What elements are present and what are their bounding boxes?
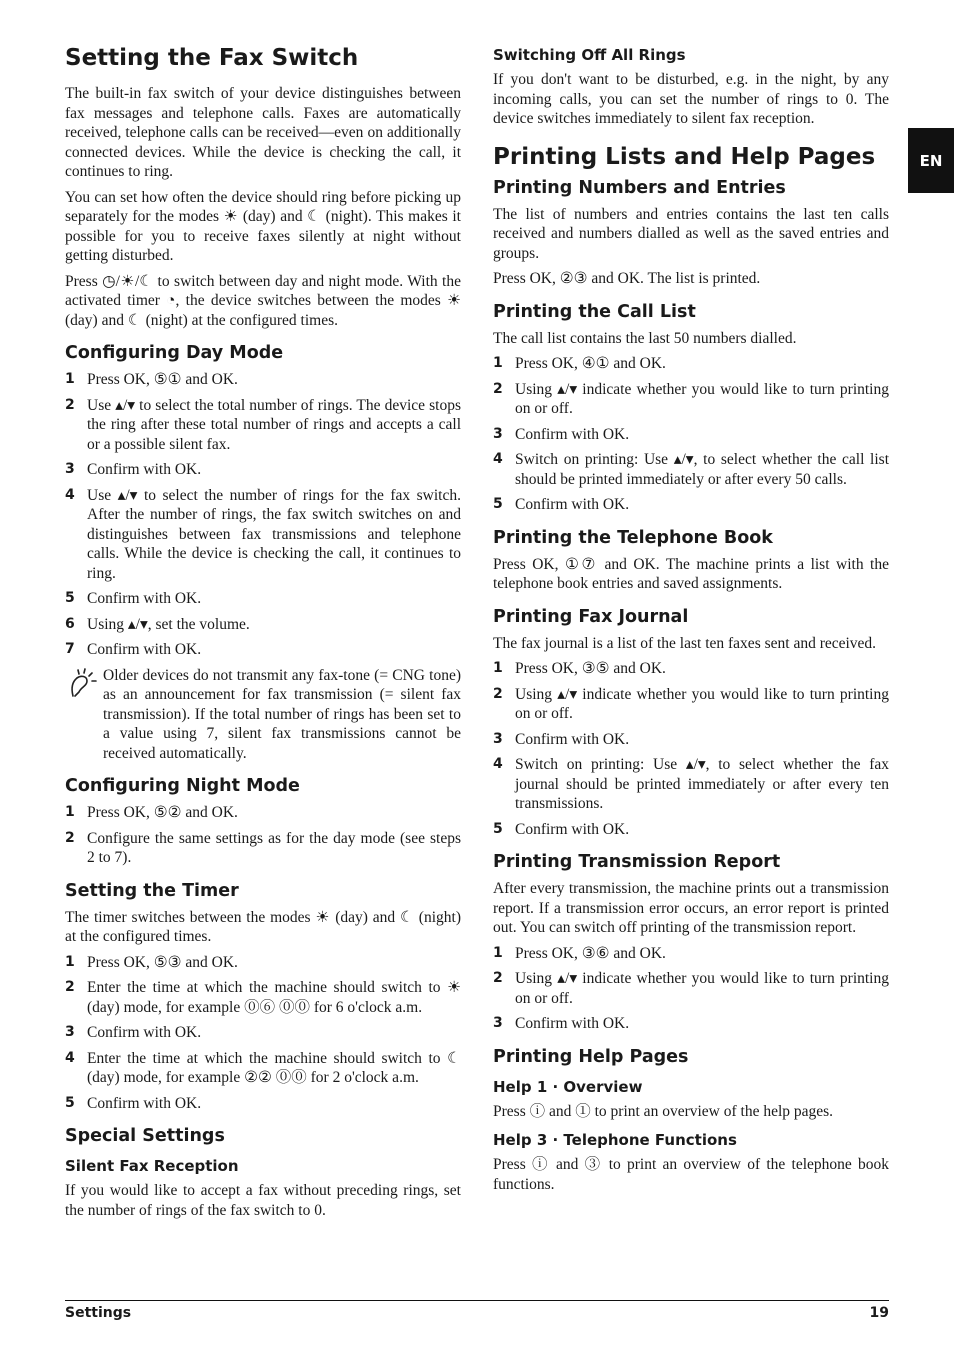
silent-fax-heading: Silent Fax Reception: [65, 1157, 239, 1175]
night-mode-heading: Configuring Night Mode: [65, 776, 300, 796]
call-list-step: [493, 380, 889, 419]
day-mode-step: [65, 615, 461, 635]
report-heading: Printing Transmission Report: [493, 852, 781, 872]
step-number: 3: [65, 1024, 75, 1040]
fax-journal-step: [493, 755, 889, 814]
step-text: Confirm with OK.: [87, 1024, 202, 1041]
report-step: [493, 1014, 889, 1034]
step-number: 6: [65, 615, 75, 632]
step-number: 3: [493, 1015, 503, 1031]
call-list-step: [493, 425, 889, 445]
phone-book-heading: Printing the Telephone Book: [493, 527, 773, 548]
call-list-step: [493, 354, 889, 374]
step-text: Enter the time at which the machine should switch to ☀ (day) mode, for example ⓪⑥ ⓪⓪ for 6 o'clock a.m.: [87, 979, 461, 1016]
step-number: 5: [65, 590, 75, 606]
right-column: [493, 40, 889, 1200]
report-step: [493, 969, 889, 1008]
step-number: 1: [493, 944, 503, 961]
lightbulb-icon: [65, 666, 103, 764]
step-text: Enter the time at which the machine should switch to ☾ (day) mode, for example ②② ⓪⓪ for 2 o'clock a.m.: [87, 1049, 461, 1086]
step-text: Press OK, ③⑤ and OK.: [515, 660, 666, 677]
step-text: Confirm with OK.: [87, 641, 202, 658]
footer-rule: [65, 1300, 889, 1301]
fax-journal-step: [493, 730, 889, 750]
step-text: Confirm with OK.: [515, 425, 630, 443]
step-number: 2: [493, 380, 503, 397]
step-text: Using ▴/▾ indicate whether you would like to turn printing on or off.: [515, 380, 889, 417]
numbers-intro: The list of numbers and entries contains the last ten calls received and numbers dialled as well as the saved entries and groups.: [493, 205, 889, 262]
day-mode-step: [65, 460, 461, 480]
day-mode-step: [65, 640, 461, 660]
step-text: Press OK, ⑤② and OK.: [87, 804, 238, 821]
call-list-step: [493, 495, 889, 515]
timer-step: [65, 953, 461, 973]
rings-off-heading: Switching Off All Rings: [493, 46, 686, 64]
timer-step: [65, 978, 461, 1017]
report-step: [493, 944, 889, 964]
day-mode-step: [65, 589, 461, 609]
language-tab: EN: [908, 128, 954, 193]
fax-journal-step: [493, 820, 889, 840]
fax-switch-rings: You can set how often the device should ring before picking up separately for the modes ☀ (day) and ☾ (night). This makes it possible for you to receive faxes silently at night without getting disturbed.: [65, 188, 461, 264]
report-intro: After every transmission, the machine prints out a transmission report. If a transmission error occurs, an error report is printed out. You can switch off printing of the transmission report.: [493, 880, 889, 936]
step-text: Confirm with OK.: [87, 1094, 202, 1112]
step-text: Press OK, ⑤① and OK.: [87, 371, 238, 388]
special-settings-heading: Special Settings: [65, 1126, 225, 1146]
step-number: 3: [65, 461, 75, 477]
timer-step: [65, 1049, 461, 1088]
step-number: 2: [493, 685, 503, 702]
step-number: 4: [493, 756, 503, 772]
step-number: 2: [65, 979, 75, 995]
timer-step: [65, 1094, 461, 1114]
step-number: 1: [65, 371, 75, 387]
step-text: Press OK, ④① and OK.: [515, 355, 666, 372]
step-number: 4: [493, 451, 503, 467]
help-pages-heading: Printing Help Pages: [493, 1046, 689, 1067]
day-mode-step: [65, 486, 461, 584]
step-number: 3: [493, 425, 503, 442]
step-text: Using ▴/▾, set the volume.: [87, 615, 250, 633]
timer-step: [65, 1023, 461, 1043]
fax-switch-mode-toggle: Press ◷/☀/☾ to switch between day and night mode. With the activated timer ◔, the device switches between the modes ☀ (day) and ☾ (night) at the configured times.: [65, 272, 461, 329]
silent-fax-text: If you would like to accept a fax without preceding rings, set the number of rings of the fax switch to 0.: [65, 1182, 461, 1219]
step-text: Configure the same settings as for the day mode (see steps 2 to 7).: [87, 829, 461, 866]
step-number: 4: [65, 1049, 75, 1066]
step-number: 1: [65, 953, 75, 970]
phone-book-text: Press OK, ①⑦ and OK. The machine prints a list with the telephone book entries and saved assignments.: [493, 555, 889, 592]
step-text: Use ▴/▾ to select the total number of rings. The device stops the ring after these total number of rings and accepts a call or a possible silent fax.: [87, 396, 461, 453]
call-list-step: [493, 450, 889, 489]
step-number: 1: [65, 804, 75, 820]
fax-journal-heading: Printing Fax Journal: [493, 606, 689, 627]
call-list-heading: Printing the Call List: [493, 301, 696, 322]
numbers-heading: Printing Numbers and Entries: [493, 177, 786, 198]
night-mode-step: [65, 829, 461, 868]
step-number: 2: [65, 396, 75, 413]
help-1-heading: Help 1 · Overview: [493, 1077, 643, 1096]
help-1-text: Press ⓘ and ① to print an overview of the help pages.: [493, 1102, 834, 1120]
fax-journal-step: [493, 685, 889, 724]
day-mode-step: [65, 370, 461, 390]
step-number: 5: [493, 496, 503, 512]
step-text: Confirm with OK.: [515, 730, 630, 748]
step-text: Switch on printing: Use ▴/▾, to select whether the fax journal should be printed immediately or after every ten transmissions.: [515, 756, 889, 812]
step-text: Switch on printing: Use ▴/▾, to select whether the call list should be printed immediately or after every 50 calls.: [515, 451, 889, 488]
step-text: Press OK, ⑤③ and OK.: [87, 953, 238, 971]
fax-switch-heading: Setting the Fax Switch: [65, 45, 359, 71]
day-mode-step: [65, 396, 461, 455]
step-text: Use ▴/▾ to select the number of rings for the fax switch. After the number of rings, the fax switch switches on and distinguishes between fax transmissions and telephone calls. While the device is checking the call, it continues to ring.: [87, 486, 461, 582]
fax-switch-intro: The built-in fax switch of your device distinguishes between fax messages and telephone calls. Faxes are automatically received, telephone calls can be received—even on additionally connected devices. While the device is checking the call, it continues to ring.: [65, 85, 461, 180]
left-column: [65, 40, 461, 1226]
step-number: 7: [65, 641, 75, 657]
rings-off-text: If you don't want to be disturbed, e.g. in the night, by any incoming calls, you can set the number of rings to 0. The device switches immediately to silent fax reception.: [493, 71, 889, 127]
step-text: Using ▴/▾ indicate whether you would like to turn printing on or off.: [515, 685, 889, 722]
fax-journal-intro: The fax journal is a list of the last ten faxes sent and received.: [493, 634, 877, 652]
page-number: 19: [869, 1305, 889, 1321]
call-list-intro: The call list contains the last 50 numbers dialled.: [493, 329, 797, 347]
step-number: 2: [65, 829, 75, 846]
timer-intro: The timer switches between the modes ☀ (day) and ☾ (night) at the configured times.: [65, 908, 461, 945]
step-number: 4: [65, 486, 75, 503]
step-text: Press OK, ③⑥ and OK.: [515, 944, 666, 962]
help-3-heading: Help 3 · Telephone Functions: [493, 1131, 737, 1149]
step-text: Confirm with OK.: [87, 461, 202, 478]
step-number: 1: [493, 355, 503, 371]
step-text: Using ▴/▾ indicate whether you would like to turn printing on or off.: [515, 970, 889, 1007]
step-number: 3: [493, 730, 503, 747]
step-number: 5: [493, 820, 503, 837]
step-text: Confirm with OK.: [515, 820, 630, 838]
tip-note-text: Older devices do not transmit any fax-tone (= CNG tone) as an announcement for fax transmission (= silent fax transmission). If the total number of rings has been set to a value using 7, silent fax transmissions cannot be received automatically.: [103, 666, 461, 762]
step-number: 1: [493, 660, 503, 676]
tip-note: [65, 666, 461, 764]
night-mode-step: [65, 803, 461, 823]
help-3-text: Press ⓘ and ③ to print an overview of the telephone book functions.: [493, 1156, 889, 1193]
step-number: 2: [493, 970, 503, 986]
step-number: 5: [65, 1094, 75, 1111]
day-mode-heading: Configuring Day Mode: [65, 343, 284, 363]
numbers-press: Press OK, ②③ and OK. The list is printed.: [493, 270, 761, 287]
fax-journal-step: [493, 659, 889, 679]
step-text: Confirm with OK.: [87, 590, 202, 607]
timer-heading: Setting the Timer: [65, 880, 239, 901]
step-text: Confirm with OK.: [515, 496, 630, 513]
step-text: Confirm with OK.: [515, 1015, 630, 1032]
lists-heading: Printing Lists and Help Pages: [493, 143, 876, 170]
footer-section-label: Settings: [65, 1305, 132, 1321]
